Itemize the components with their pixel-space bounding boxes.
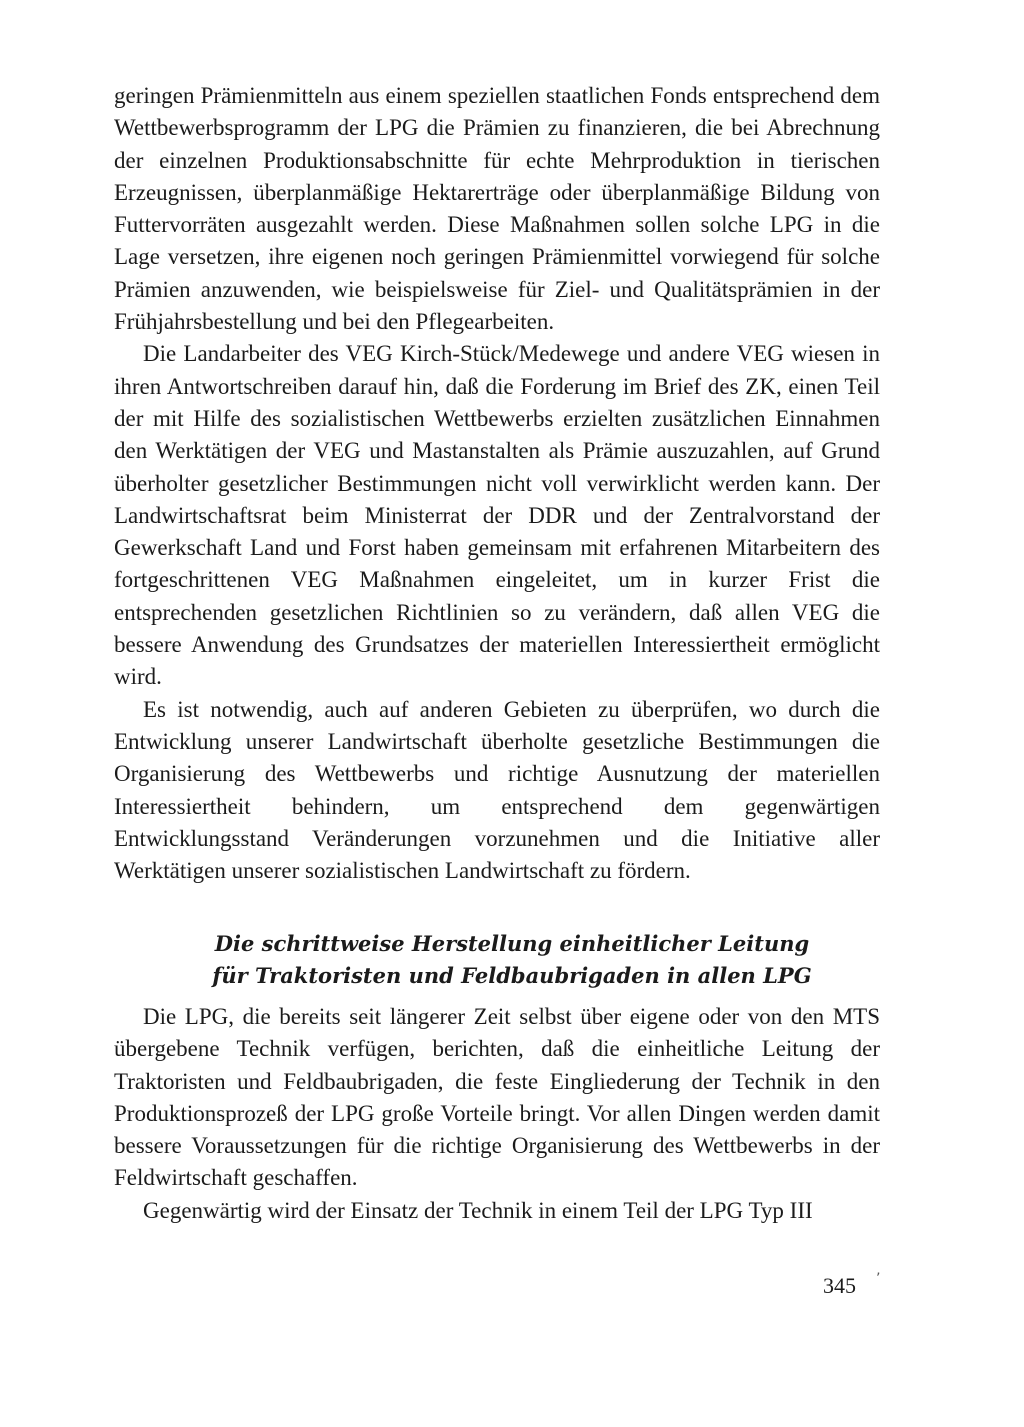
paragraph-continued: geringen Prämienmitteln aus einem speziellen staatlichen Fonds entsprechend dem Wettbewerbsprogramm der LPG die Prämien zu finanzieren, die bei Abrechnung der einzelnen Produktionsabschnitte für echte Mehrproduktion in tierischen Erzeugnissen, überplanmäßige Hektarerträge oder überplanmäßige Bildung von Futtervorräten ausgezahlt werden. Diese Maßnahmen sollen solche LPG in die Lage versetzen, ihre eigenen noch geringen Prämienmittel vorwiegend für solche Prämien anzuwenden, wie beispielsweise für Ziel- und Qualitätsprämien in der Frühjahrsbestellung und bei den Pflegearbeiten.: [114, 83, 880, 335]
body-text: [114, 80, 880, 887]
section-heading-line-2: für Traktoristen und Feldbaubrigaden in allen LPG: [212, 963, 812, 988]
section-heading-line-1: Die schrittweise Herstellung einheitlicher Leitung: [214, 931, 810, 956]
paragraph-gesetzliche-bestimmungen: Es ist notwendig, auch auf anderen Gebieten zu überprüfen, wo durch die Entwicklung unserer Landwirtschaft überholte gesetzliche Bestimmungen die Organisierung des Wettbewerbs und richtige Ausnutzung der materiellen Interessiertheit behindern, um entsprechend dem gegenwärtigen Entwicklungsstand Veränderungen vorzunehmen und die Initiative aller Werktätigen unserer sozialistischen Landwirtschaft zu fördern.: [114, 696, 880, 884]
paragraph-veg-landarbeiter: Die Landarbeiter des VEG Kirch-Stück/Medewege und andere VEG wiesen in ihren Antwortschreiben darauf hin, daß die Forderung im Brief des ZK, einen Teil der mit Hilfe des sozialistischen Wettbewerbs erzielten zusätzlichen Einnahmen den Werktätigen der VEG und Mastanstalten als Prämie auszuzahlen, auf Grund überholter gesetzlicher Bestimmungen nicht voll verwirklicht werden kann. Der Landwirtschaftsrat beim Ministerrat der DDR und der Zentralvorstand der Gewerkschaft Land und Forst haben gemeinsam mit erfahrenen Mitarbeitern des fortgeschrittenen VEG Maßnahmen eingeleitet, um in kurzer Frist die entsprechenden gesetzlichen Richtlinien so zu verändern, daß allen VEG die bessere Anwendung des Grundsatzes der materiellen Interessiertheit ermöglicht wird.: [114, 341, 880, 690]
paragraph-einsatz-technik: Gegenwärtig wird der Einsatz der Technik in einem Teil der LPG Typ III: [143, 1197, 813, 1223]
ink-speck-mark: ’: [876, 1271, 881, 1287]
section-body-text: [114, 1001, 880, 1227]
page-number: 345: [823, 1273, 856, 1298]
section-heading: [0, 928, 1024, 992]
paragraph-lpg-technik: Die LPG, die bereits seit längerer Zeit selbst über eigene oder von den MTS übergebene Technik verfügen, berichten, daß die einheitliche Leitung der Traktoristen und Feldbaubrigaden, die feste Eingliederung der Technik in den Produktionsprozeß der LPG große Vorteile bringt. Vor allen Dingen werden damit bessere Voraussetzungen für die richtige Organisierung des Wettbewerbs in der Feldwirtschaft geschaffen.: [114, 1004, 880, 1191]
